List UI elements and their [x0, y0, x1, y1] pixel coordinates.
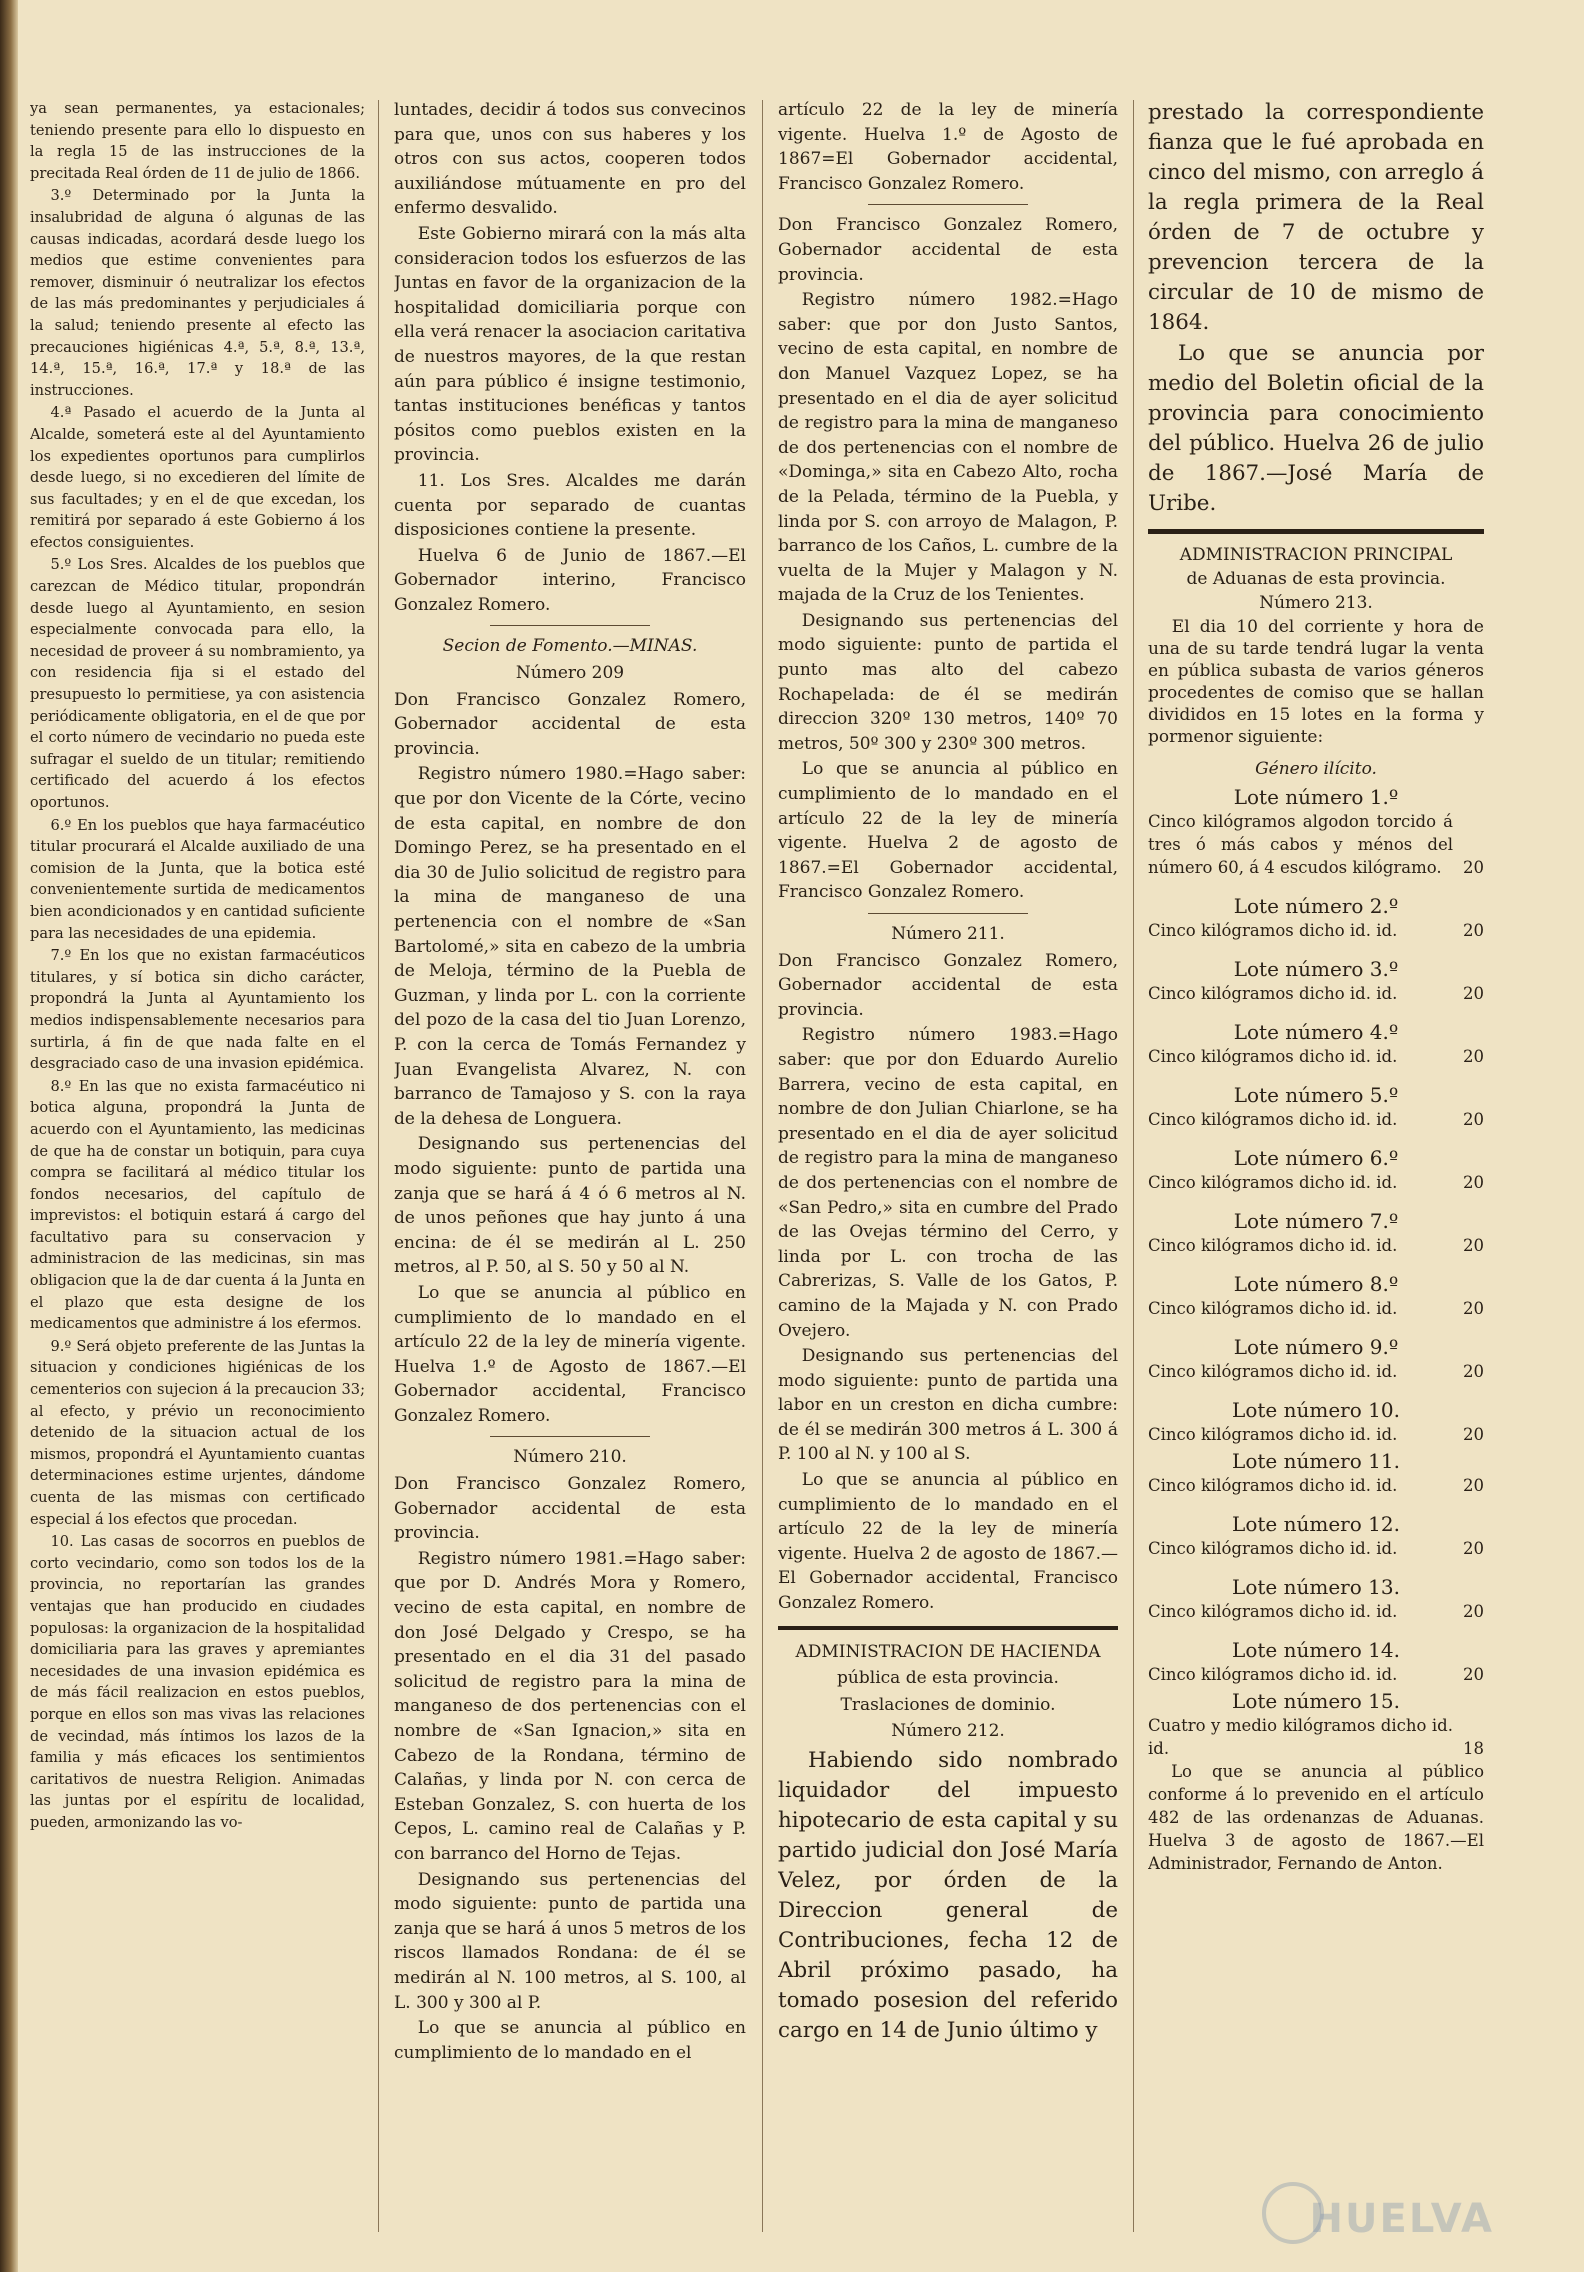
- separator: [490, 625, 650, 626]
- paragraph: Lo que se anuncia al público en cumplimiento de lo mandado en el: [394, 2018, 746, 2063]
- paragraph: artículo 22 de la ley de minería vigente. Huelva 1.º de Agosto de 1867=El Gobernador accidental, Francisco Gonzalez Romero.: [778, 100, 1118, 194]
- paragraph: 8.º En las que no exista farmacéutico ni botica alguna, propondrá la Junta de acuerdo con el Ayuntamiento, las medicinas de que ha de constar un botiquin, para cuya compra se facilitará al médico titular los fondos necesarios, del capítulo de imprevistos: el botiquin estará á cargo del facultativo para su conservacion y administracion de las medicinas, sin mas obligacion que la de dar cuenta á la Junta en el plazo que esta designe de los medicamentos que administre á los efermos.: [30, 1077, 365, 1333]
- lot-title: Lote número 5.º: [1233, 1083, 1399, 1107]
- lot-item: [1148, 1637, 1484, 1686]
- lot-value: 20: [1463, 1299, 1484, 1318]
- paragraph: Lo que se anuncia al público en cumplimiento de lo mandado en el artículo 22 de la ley de minería vigente. Huelva 2 de agosto de 1867.—El Gobernador accidental, Francisco Gonzalez Romero.: [778, 1470, 1118, 1614]
- lot-value: 20: [1463, 1110, 1484, 1129]
- column-rule: [378, 100, 379, 2232]
- lot-item: [1148, 1271, 1484, 1320]
- separator: [868, 204, 1028, 205]
- paragraph: luntades, decidir á todos sus convecinos para que, unos con sus haberes y los otros con sus actos, cooperen todos auxiliándose mútuamente en pro del enfermo desvalido.: [394, 100, 746, 219]
- column-2: [394, 98, 746, 2232]
- lot-row: [1148, 1171, 1484, 1194]
- lot-row: [1148, 1537, 1484, 1560]
- lot-description: Cuatro y medio kilógramos dicho id. id.: [1148, 1716, 1453, 1758]
- paragraph: 7.º En los que no existan farmacéuticos titulares, y sí botica sin dicho carácter, propondrá la Junta al Ayuntamiento los medios indispensablemente necesarios para surtirla, á fin de que nada falte en el desgraciado caso de una invasion epidémica.: [30, 947, 365, 1073]
- notice-heading: Don Francisco Gonzalez Romero, Gobernador accidental de esta provincia.: [778, 950, 1118, 1020]
- lot-value: 20: [1463, 1602, 1484, 1621]
- notice-heading: Don Francisco Gonzalez Romero, Gobernador accidental de esta provincia.: [394, 689, 746, 759]
- lot-row: [1148, 1045, 1484, 1068]
- section-rule: [778, 1626, 1118, 1630]
- lot-item: [1148, 1208, 1484, 1257]
- column-rule: [1133, 100, 1134, 2232]
- section-subtitle: pública de esta provincia.: [837, 1668, 1059, 1689]
- lot-value: 20: [1463, 1236, 1484, 1255]
- lot-item: [1148, 893, 1484, 942]
- lot-value: 20: [1463, 1665, 1484, 1684]
- lot-value: 20: [1463, 1362, 1484, 1381]
- lot-row: [1148, 1474, 1484, 1497]
- lot-description: Cinco kilógramos dicho id. id.: [1148, 1539, 1398, 1558]
- paragraph: Designando sus pertenencias del modo siguiente: punto de partida una zanja que se hará á unos 5 metros de los riscos llamados Rondana: de él se medirán al N. 100 metros, al S. 100, al L. 300 y 300 al P.: [394, 1869, 746, 2013]
- signature-line: Huelva 6 de Junio de 1867.—El Gobernador interino, Francisco Gonzalez Romero.: [394, 545, 746, 615]
- lot-item: [1148, 1397, 1484, 1446]
- lot-title: Lote número 8.º: [1233, 1272, 1399, 1296]
- lot-item: [1148, 1511, 1484, 1560]
- column-rule: [762, 100, 763, 2232]
- notice-heading: Don Francisco Gonzalez Romero, Gobernador accidental de esta provincia.: [778, 215, 1118, 285]
- paragraph: Registro número 1982.=Hago saber: que por don Justo Santos, vecino de esta capital, en nombre de don Manuel Vazquez Lopez, se ha presentado en el dia de ayer solicitud de registro para la mina de manganeso de dos pertenencias con el nombre de «Dominga,» sita en Cabezo Alto, rocha de la Pelada, término de la Puebla, y linda por S. con arroyo de Malagon, P. barranco de los Caños, L. cumbre de la vuelta de la Mujer y Malagon y N. majada de la Cruz de los Tenientes.: [778, 290, 1118, 606]
- lot-value: 20: [1463, 1425, 1484, 1444]
- column-3: [778, 98, 1118, 2232]
- separator: [868, 913, 1028, 914]
- lot-row: [1148, 1600, 1484, 1623]
- lot-description: Cinco kilógramos dicho id. id.: [1148, 1665, 1398, 1684]
- section-title: ADMINISTRACION PRINCIPAL: [1179, 545, 1453, 565]
- lot-title: Lote número 9.º: [1233, 1335, 1399, 1359]
- lot-title: Lote número 12.: [1232, 1512, 1400, 1536]
- lot-item: [1148, 1019, 1484, 1068]
- lot-description: Cinco kilógramos dicho id. id.: [1148, 1047, 1398, 1066]
- lot-item: [1148, 1574, 1484, 1623]
- paragraph: El dia 10 del corriente y hora de una de su tarde tendrá lugar la venta en pública subasta de varios géneros procedentes de comiso que se hallan divididos en 15 lotes en la forma y pormenor siguiente:: [1148, 617, 1484, 747]
- notice-number: Número 211.: [891, 924, 1005, 944]
- lot-row: [1148, 1714, 1484, 1760]
- lot-row: [1148, 1663, 1484, 1686]
- lot-title: Lote número 13.: [1232, 1575, 1400, 1599]
- section-title: Secion de Fomento.—MINAS.: [442, 636, 698, 657]
- paragraph: 6.º En los pueblos que haya farmacéutico titular procurará el Alcalde auxiliado de una comision de la Junta, que la botica esté convenientemente surtida de medicamentos bien acondicionados y en cantidad suficiente para las necesidades de una epidemia.: [30, 816, 365, 942]
- section-title: ADMINISTRACION DE HACIENDA: [795, 1641, 1101, 1662]
- lot-description: Cinco kilógramos dicho id. id.: [1148, 1299, 1398, 1318]
- lot-description: Cinco kilógramos dicho id. id.: [1148, 1173, 1398, 1192]
- section-rule: [1148, 529, 1484, 534]
- paragraph: Designando sus pertenencias del modo siguiente: punto de partida una zanja que se hará á 4 ó 6 metros al N. de unos peñones que hay junto á una encina: de él se medirán al L. 250 metros, al P. 50, al S. 50 y 50 al N.: [394, 1134, 746, 1278]
- lot-title: Lote número 4.º: [1233, 1020, 1399, 1044]
- notice-number: Número 209: [515, 663, 625, 684]
- paragraph: Designando sus pertenencias del modo siguiente: punto de partida una labor en un creston en dicha cumbre: de él se medirán 300 metros á L. 300 á P. 100 al N. y 100 al S.: [778, 1346, 1118, 1465]
- lot-title: Lote número 2.º: [1233, 894, 1399, 918]
- lot-description: Cinco kilógramos dicho id. id.: [1148, 1236, 1398, 1255]
- book-spine: [0, 0, 18, 2272]
- column-1: [30, 98, 365, 2232]
- lot-description: Cinco kilógramos dicho id. id.: [1148, 984, 1398, 1003]
- lot-item: [1148, 1688, 1484, 1760]
- section-subtitle: de Aduanas de esta provincia.: [1186, 569, 1446, 589]
- lots-list: [1148, 784, 1484, 1760]
- paragraph: ya sean permanentes, ya estacionales; teniendo presente para ello lo dispuesto en la regla 15 de las instrucciones de la precitada Real órden de 11 de julio de 1866.: [30, 100, 365, 182]
- paragraph: 11. Los Sres. Alcaldes me darán cuenta por separado de cuantas disposiciones contiene la presente.: [394, 470, 746, 541]
- notice-heading: Don Francisco Gonzalez Romero, Gobernador accidental de esta provincia.: [394, 1474, 746, 1544]
- lot-row: [1148, 1234, 1484, 1257]
- lot-title: Lote número 1.º: [1233, 785, 1399, 809]
- lot-item: [1148, 784, 1484, 879]
- paragraph: Registro número 1981.=Hago saber: que por D. Andrés Mora y Romero, vecino de esta capital, en nombre de don José Delgado y Crespo, se ha presentado en el dia 31 del pasado solicitud de registro para la mina de manganeso de dos pertenencias con el nombre de «San Ignacion,» sita en Cabezo de la Rondana, término de Calañas, y linda por N. con cerca de Esteban Gonzalez, S. con huerta de los Cepos, L. camino real de Calañas y P. con barranco del Horno de Tejas.: [394, 1548, 746, 1864]
- lot-description: Cinco kilógramos dicho id. id.: [1148, 1476, 1398, 1495]
- lot-value: 20: [1463, 984, 1484, 1003]
- lot-description: Cinco kilógramos dicho id. id.: [1148, 921, 1398, 940]
- lot-title: Lote número 11.: [1232, 1449, 1400, 1473]
- paragraph: Registro número 1983.=Hago saber: que por don Eduardo Aurelio Barrera, vecino de esta capital, en nombre de don Julian Chiarlone, se ha presentado en el dia de ayer solicitud de registro para la mina de manganeso de dos pertenencias con el nombre de «San Pedro,» sita en cumbre del Prado de las Ovejas término del Cerro, y linda por L. con trocha de las Cabrerizas, S. Valle de los Gatos, P. camino de la Majada y N. con Prado Ovejero.: [778, 1025, 1118, 1341]
- lot-title: Lote número 15.: [1232, 1689, 1400, 1713]
- paragraph: prestado la correspondiente fianza que le fué aprobada en cinco del mismo, con arreglo á la regla primera de la Real órden de 7 de octubre y prevencion tercera de la circular de 10 de mismo de 1864.: [1148, 100, 1484, 335]
- lot-description: Cinco kilógramos dicho id. id.: [1148, 1110, 1398, 1129]
- section-subtitle: Traslaciones de dominio.: [840, 1694, 1056, 1715]
- lot-title: Lote número 7.º: [1233, 1209, 1399, 1233]
- lot-row: [1148, 1108, 1484, 1131]
- paragraph: Lo que se anuncia al público en cumplimiento de lo mandado en el artículo 22 de la ley de minería vigente. Huelva 2 de agosto de 1867.=El Gobernador accidental, Francisco Gonzalez Romero.: [778, 759, 1118, 903]
- paragraph: 9.º Será objeto preferente de las Juntas la situacion y condiciones higiénicas de los cementerios con sujecion á la precaucion 33; al efecto, y prévio un reconocimiento detenido de la situacion actual de los mismos, propondrá el Ayuntamiento cuantas determinaciones estime urjentes, dándome cuenta de las mismas con certificado especial á los efectos que procedan.: [30, 1337, 365, 1528]
- lot-description: Cinco kilógramos dicho id. id.: [1148, 1362, 1398, 1381]
- notice-number: Número 212.: [891, 1721, 1005, 1742]
- paragraph: Habiendo sido nombrado liquidador del impuesto hipotecario de esta capital y su partido judicial don José María Velez, por órden de la Direccion general de Contribuciones, fecha 12 de Abril próximo pasado, ha tomado posesion del referido cargo en 14 de Junio último y: [778, 1748, 1118, 2043]
- lot-value: 20: [1463, 1173, 1484, 1192]
- notice-number: Número 213.: [1259, 593, 1373, 613]
- lot-value: 20: [1463, 921, 1484, 940]
- notice-number: Número 210.: [513, 1447, 627, 1468]
- lot-title: Lote número 6.º: [1233, 1146, 1399, 1170]
- lot-value: 20: [1463, 1476, 1484, 1495]
- separator: [490, 1436, 650, 1437]
- lot-title: Lote número 14.: [1232, 1638, 1400, 1662]
- closing-paragraph: Lo que se anuncia al público conforme á lo prevenido en el artículo 482 de las ordenanzas de Aduanas. Huelva 3 de agosto de 1867.—El Administrador, Fernando de Anton.: [1148, 1762, 1484, 1873]
- lot-row: [1148, 1423, 1484, 1446]
- lot-item: [1148, 1334, 1484, 1383]
- lot-value: 20: [1463, 858, 1484, 877]
- lot-value: 20: [1463, 1539, 1484, 1558]
- paragraph: Lo que se anuncia al público en cumplimiento de lo mandado en el artículo 22 de la ley de minería vigente. Huelva 1.º de Agosto de 1867.—El Gobernador accidental, Francisco Gonzalez Romero.: [394, 1282, 746, 1426]
- lot-row: [1148, 982, 1484, 1005]
- paragraph: 3.º Determinado por la Junta la insalubridad de alguna ó algunas de las causas indicadas, acordará desde luego los medios que estime convenientes para remover, disminuir ó neutralizar los efectos de las más predominantes y perjudiciales á la salud; teniendo presente al efecto las precauciones higiénicas 4.ª, 5.ª, 8.ª, 13.ª, 14.ª, 15.ª, 16.ª, 17.ª y 18.ª de las instrucciones.: [30, 187, 365, 399]
- lot-row: [1148, 1297, 1484, 1320]
- lot-description: Cinco kilógramos algodon torcido á tres ó más cabos y ménos del número 60, á 4 escudos kilógramo.: [1148, 812, 1453, 877]
- paragraph: Designando sus pertenencias del modo siguiente: punto de partida el punto mas alto del cabezo Rochapelada: de él se medirán direccion 320º 130 metros, 140º 70 metros, 50º 300 y 230º 300 metros.: [778, 610, 1118, 754]
- lot-row: [1148, 1360, 1484, 1383]
- lot-value: 18: [1463, 1739, 1484, 1758]
- watermark: HUELVA: [1309, 2196, 1494, 2242]
- lot-value: 20: [1463, 1047, 1484, 1066]
- paragraph: Este Gobierno mirará con la más alta consideracion todos los esfuerzos de las Juntas en favor de la organizacion de la hospitalidad domiciliaria porque con ella verá renacer la asociacion caritativa de nuestros mayores, de la que restan aún para público é insigne testimonio, tantas instituciones benéficas y tantos pósitos como pueblos existen en la provincia.: [394, 223, 746, 466]
- lot-item: [1148, 1082, 1484, 1131]
- column-4: [1148, 98, 1484, 2232]
- lot-title: Lote número 3.º: [1233, 957, 1399, 981]
- paragraph: 4.ª Pasado el acuerdo de la Junta al Alcalde, someterá este al del Ayuntamiento los expedientes oportunos para cumplirlos desde luego, si no excedieren del límite de sus facultades; y en el de que excedan, los remitirá por separado á este Gobierno á los efectos consiguientes.: [30, 404, 365, 551]
- paragraph: Lo que se anuncia por medio del Boletin oficial de la provincia para conocimiento del público. Huelva 26 de julio de 1867.—José María de Uribe.: [1148, 341, 1484, 516]
- lot-item: [1148, 956, 1484, 1005]
- lot-row: [1148, 919, 1484, 942]
- lot-item: [1148, 1145, 1484, 1194]
- lot-description: Cinco kilógramos dicho id. id.: [1148, 1602, 1398, 1621]
- paragraph: 10. Las casas de socorros en pueblos de corto vecindario, como son todos los de la provincia, no reportarían las grandes ventajas que han producido en ciudades populosas: la organizacion de la hospitalidad domiciliaria para las graves y apremiantes necesidades de una invasion epidémica es de más fácil realizacion en estos pueblos, porque en ellos son mas vivas las relaciones de vecindad, más íntimos los lazos de la familia y más eficaces los sentimientos caritativos de nuestra Religion. Animadas las juntas por el espíritu de localidad, pueden, armonizando las vo-: [30, 1533, 365, 1831]
- genre-title: Género ilícito.: [1255, 759, 1377, 779]
- paragraph: 5.º Los Sres. Alcaldes de los pueblos que carezcan de Médico titular, propondrán desde luego al Ayuntamiento, en sesion especialmente convocada para ello, la necesidad de proveer á su nombramiento, ya con residencia fija si el estado del presupuesto lo permitiese, ya con asistencia periódicamente obligatoria, en el de que por el corto número de vecindario no pueda este sufragar el sueldo de un titular; remitiendo certificado del acuerdo á los efectos oportunos.: [30, 556, 365, 811]
- paragraph: Registro número 1980.=Hago saber: que por don Vicente de la Córte, vecino de esta capital, en nombre de don Domingo Perez, se ha presentado en el dia 30 de Julio solicitud de registro para la mina de manganeso de una pertenencia con el nombre de «San Bartolomé,» sita en cabezo de la umbria de Meloja, término de la Puebla de Guzman, y linda por L. con la corriente del pozo de la casa del tio Juan Lorenzo, P. con la cerca de Tomás Fernandez y Juan Evangelista Alvarez, N. con barranco de Tamajoso y S. con la raya de la dehesa de Longuera.: [394, 764, 746, 1129]
- lot-item: [1148, 1448, 1484, 1497]
- lot-row: [1148, 810, 1484, 879]
- lot-description: Cinco kilógramos dicho id. id.: [1148, 1425, 1398, 1444]
- lot-title: Lote número 10.: [1232, 1398, 1400, 1422]
